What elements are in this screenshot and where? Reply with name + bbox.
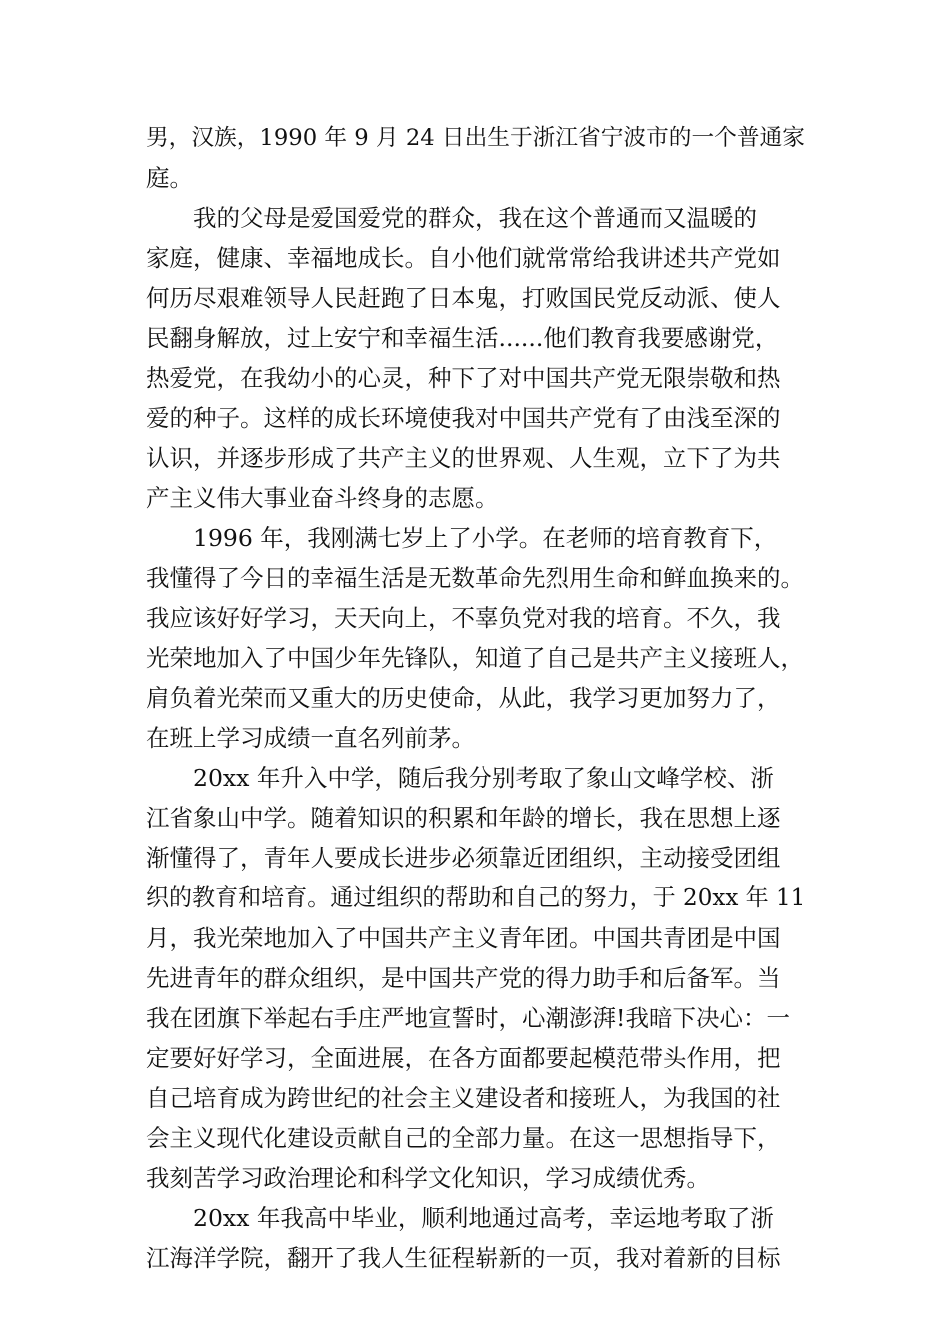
text-line: 我应该好好学习，天天向上，不辜负党对我的培育。不久，我 <box>146 604 781 632</box>
text-line: 1996 年，我刚满七岁上了小学。在老师的培育教育下， <box>146 524 778 552</box>
text-line: 会主义现代化建设贡献自己的全部力量。在这一思想指导下， <box>146 1124 781 1152</box>
text-line: 产主义伟大事业奋斗终身的志愿。 <box>146 484 499 512</box>
text-line: 在班上学习成绩一直名列前茅。 <box>146 724 475 752</box>
text-line: 织的教育和培育。通过组织的帮助和自己的努力，于 20xx 年 11 <box>146 885 806 911</box>
text-line: 自己培育成为跨世纪的社会主义建设者和接班人，为我国的社 <box>146 1084 781 1112</box>
text-line: 渐懂得了，青年人要成长进步必须靠近团组织，主动接受团组 <box>146 844 781 872</box>
text-line: 肩负着光荣而又重大的历史使命，从此，我学习更加努力了， <box>146 684 781 712</box>
text-line: 江省象山中学。随着知识的积累和年龄的增长，我在思想上逐 <box>146 804 781 832</box>
text-line: 定要好好学习，全面进展，在各方面都要起模范带头作用，把 <box>146 1044 781 1072</box>
text-line: 何历尽艰难领导人民赶跑了日本鬼，打败国民党反动派、使人 <box>146 284 781 312</box>
text-line: 先进青年的群众组织，是中国共产党的得力助手和后备军。当 <box>146 964 781 992</box>
text-line: 我在团旗下举起右手庄严地宣誓时，心潮澎湃!我暗下决心：一 <box>146 1004 790 1032</box>
text-line: 爱的种子。这样的成长环境使我对中国共产党有了由浅至深的 <box>146 404 781 432</box>
text-line: 我刻苦学习政治理论和科学文化知识，学习成绩优秀。 <box>146 1164 710 1192</box>
text-line: 20xx 年升入中学，随后我分别考取了象山文峰学校、浙 <box>146 764 774 792</box>
text-line: 我懂得了今日的幸福生活是无数革命先烈用生命和鲜血换来的。 <box>146 564 804 592</box>
text-line: 我的父母是爱国爱党的群众，我在这个普通而又温暖的 <box>146 204 757 232</box>
text-line: 认识，并逐步形成了共产主义的世界观、人生观，立下了为共 <box>146 444 781 472</box>
text-line: 庭。 <box>146 164 193 192</box>
text-line: 民翻身解放，过上安宁和幸福生活......他们教育我要感谢党， <box>146 324 779 352</box>
text-line: 热爱党，在我幼小的心灵，种下了对中国共产党无限崇敬和热 <box>146 364 781 392</box>
text-line: 男，汉族，1990 年 9 月 24 日出生于浙江省宁波市的一个普通家 <box>146 125 805 151</box>
text-line: 月，我光荣地加入了中国共产主义青年团。中国共青团是中国 <box>146 924 781 952</box>
text-line: 光荣地加入了中国少年先锋队，知道了自己是共产主义接班人， <box>146 644 804 672</box>
text-line: 江海洋学院，翻开了我人生征程崭新的一页，我对着新的目标 <box>146 1244 781 1272</box>
text-line: 家庭，健康、幸福地成长。自小他们就常常给我讲述共产党如 <box>146 244 781 272</box>
text-line: 20xx 年我高中毕业，顺利地通过高考，幸运地考取了浙 <box>146 1204 774 1232</box>
